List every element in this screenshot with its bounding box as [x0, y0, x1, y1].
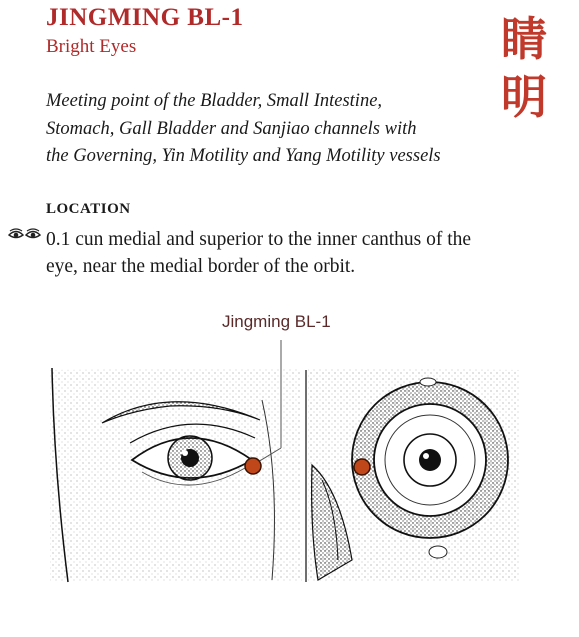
point-subtitle: Bright Eyes	[46, 36, 137, 57]
meeting-line: Meeting point of the Bladder, Small Intestine,	[46, 91, 383, 111]
eyes-icon	[8, 228, 42, 242]
location-text	[46, 226, 566, 280]
figure-point-label: Jingming BL-1	[222, 312, 331, 331]
chinese-characters: 睛明	[501, 12, 547, 124]
eye-illustration	[40, 330, 540, 590]
skull-pupil	[419, 449, 441, 471]
acupoint-marker-face	[245, 458, 261, 474]
acupoint-marker-skull	[354, 459, 370, 475]
point-title: JINGMING BL-1	[46, 4, 244, 31]
meeting-line: the Governing, Yin Motility and Yang Motility vessels	[46, 146, 441, 166]
face-panel	[50, 368, 302, 582]
skull-panel	[306, 368, 520, 582]
location-line: 0.1 cun medial and superior to the inner canthus of the	[46, 229, 472, 250]
location-line: eye, near the medial border of the orbit.	[46, 256, 356, 277]
meeting-line: Stomach, Gall Bladder and Sanjiao channels with	[46, 118, 417, 139]
location-heading: LOCATION	[46, 201, 131, 217]
meeting-point-description	[46, 88, 516, 171]
